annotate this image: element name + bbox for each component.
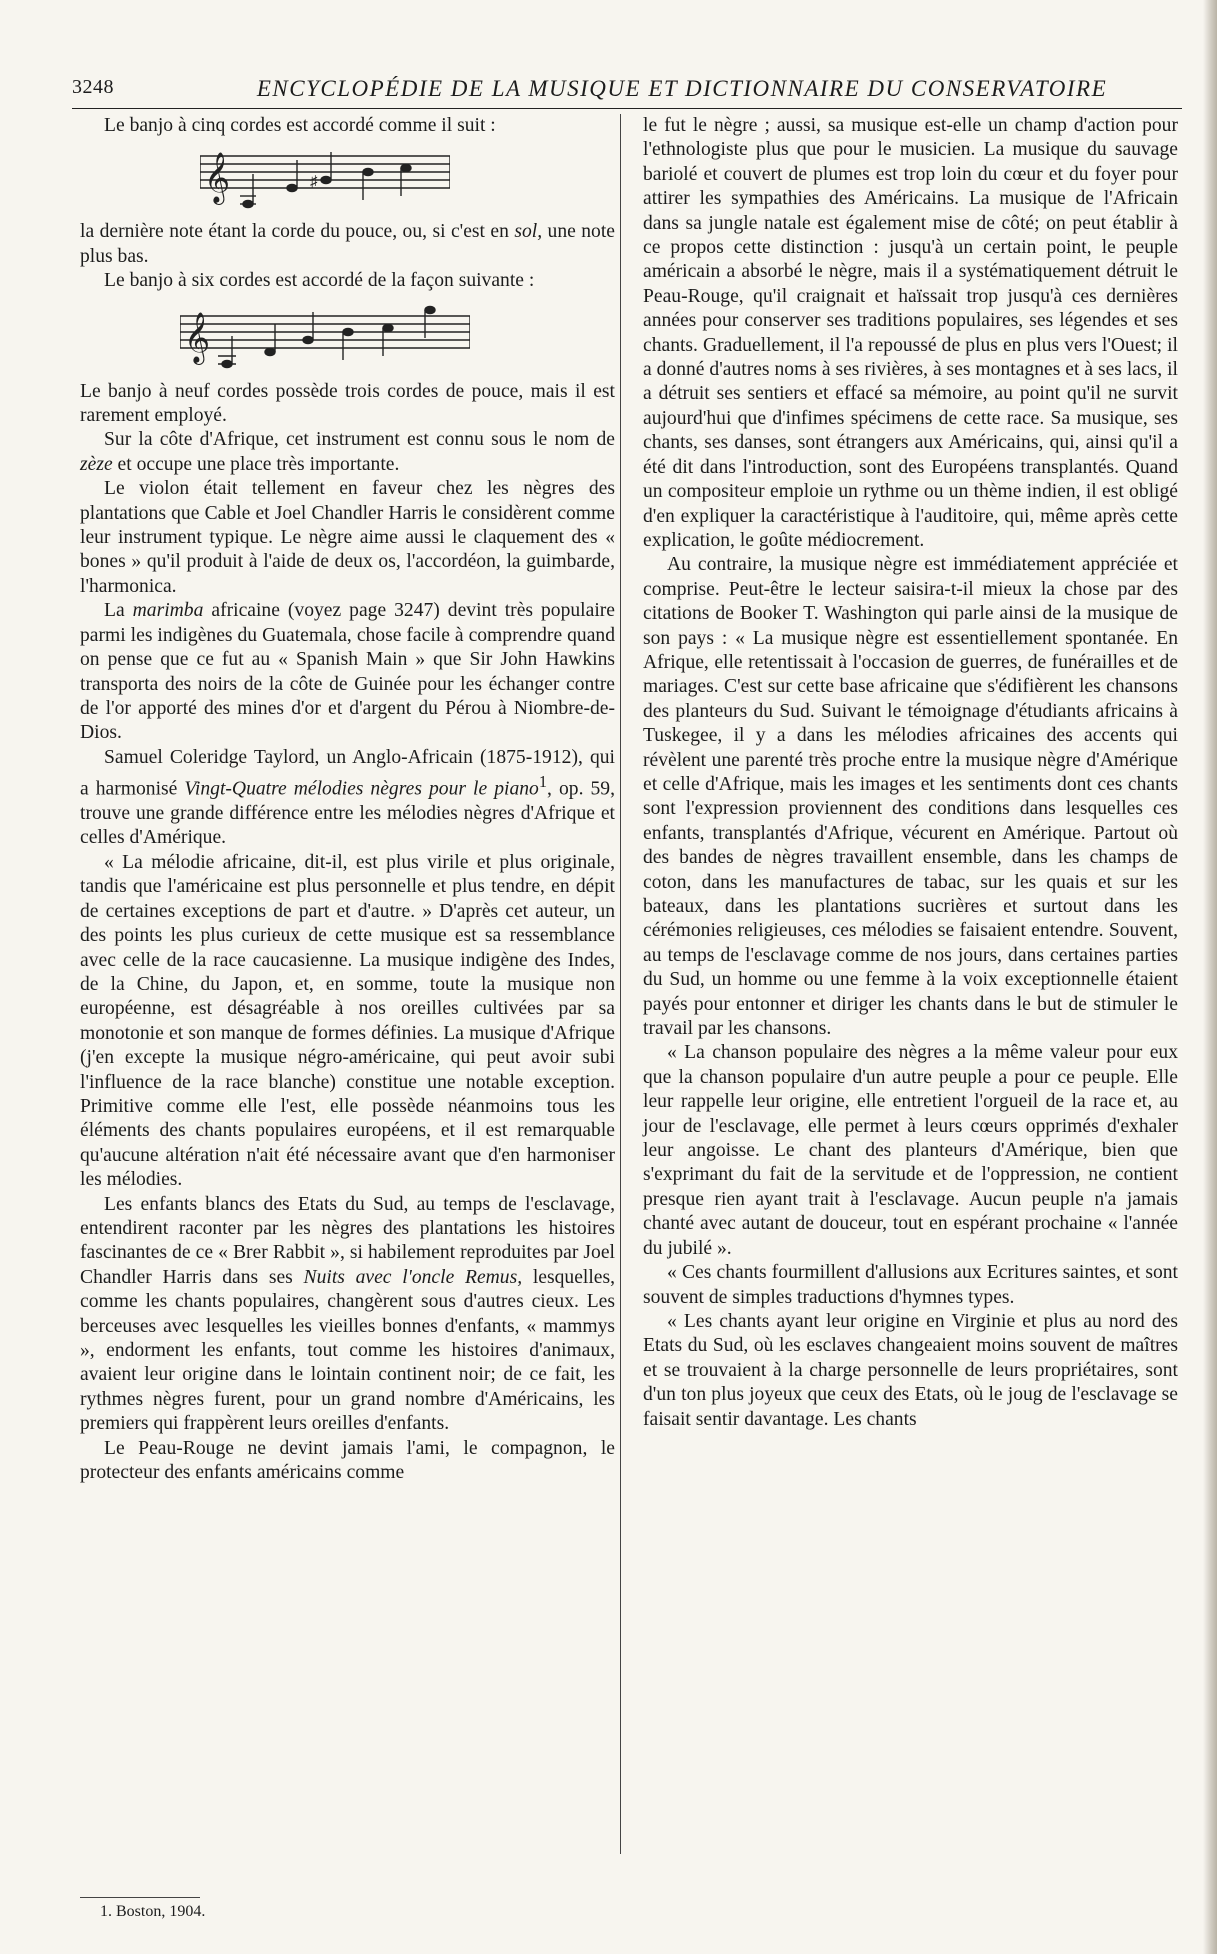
page-number: 3248 [72, 76, 114, 98]
paragraph: Le banjo à six cordes est accordé de la façon suivante : [104, 270, 535, 292]
paragraph-text: , op. 59, trouve une grande différence entre les mélodies nègres d'Afrique et celles d'Amérique. [80, 778, 615, 849]
running-title: ENCYCLOPÉDIE DE LA MUSIQUE ET DICTIONNAIRE DU CONSERVATOIRE [256, 76, 1108, 101]
svg-text:𝄞: 𝄞 [184, 311, 211, 363]
italic-text: zèze [80, 453, 113, 475]
italic-text: Vingt-Quatre mélodies nègres pour le piano [184, 778, 539, 800]
column-divider [620, 114, 621, 1854]
italic-text: Nuits avec l'oncle Remus, [303, 1266, 523, 1288]
left-column [80, 114, 615, 1485]
paragraph-text: africaine (voyez page 3247) devint très populaire parmi les indigènes du Guatemala, chose facile à comprendre quand on pense que ce fut au « Spanish Main » que Sir John Hawkins transporta des noirs de la côte de Guinée pour les échanger contre de l'or apporté des mines d'or et d'argent du Pérou à Niombre-de-Dios. [80, 600, 615, 744]
italic-text: marimba [132, 600, 204, 622]
paragraph: « Les chants ayant leur origine en Virginie et plus au nord des Etats du Sud, où les esclaves changeaient moins souvent de maîtres et se trouvaient à la charge personnelle de leurs propriétaires, sont d'un ton plus joyeux que ceux des Etats, où le joug de l'esclavage se faisait sentir davantage. Les chants [643, 1310, 1178, 1430]
paragraph-text: Les enfants blancs des Etats du Sud, au temps de l'esclavage, entendirent raconter par les nègres des plantations les histoires fascinantes de ce « Brer Rabbit », si habilement reproduites par Joel Chandler Harris dans ses [80, 1193, 615, 1288]
page-edge [1203, 0, 1217, 1954]
paragraph: Le violon était tellement en faveur chez les nègres des plantations que Cable et Joel Chandler Harris le considèrent comme leur instrument typique. Le nègre aime aussi le claquement des « bones » qu'il produit à l'aide de deux os, l'accordéon, la guimbarde, l'harmonica. [80, 478, 615, 597]
paragraph: le fut le nègre ; aussi, sa musique est-elle un champ d'action pour l'ethnologiste plus que pour le musicien. La musique du sauvage bariolé et couvert de plumes est trop loin du cœur et du foyer pour attirer les sympathies des Américains. La musique de l'Africain dans sa jungle natale est également mise de côté; on peut établir à ce propos cette distinction : jusqu'à un certain point, le peuple américain a absorbé le nègre, mais il a systématiquement détruit le Peau-Rouge, qu'il craignait et haïssait trop jusqu'à ces dernières années pour conserver ses traditions populaires, ses légendes et ses chants. Graduellement, il l'a repoussé de plus en plus vers l'Ouest; il a donné d'autres noms à ses rivières, à ses montagnes et à ses lacs, il a détruit ses sentiers et effacé sa mémoire, au point qu'il ne survit aujourd'hui que d'infimes spécimens de cette race. Sa musique, ses chants, ses danses, sont étrangers aux Américains, qui, ainsi qu'il a été dit dans l'introduction, sont des Européens transplantés. Quand un compositeur emploie un rythme ou un thème indien, il est obligé d'en expliquer la caractéristique à l'auditoire, qui, même après cette explication, le goûte médiocrement. [643, 115, 1178, 551]
running-header [72, 76, 1182, 109]
paragraph: « La chanson populaire des nègres a la même valeur pour eux que la chanson populaire d'un autre peuple a pour ce peuple. Elle leur rappelle leur origine, elle entretient l'orgueil de la race et, au jour de l'esclavage, elle permet à leurs cœurs opprimés d'exhaler leur angoisse. Le chant des planteurs d'Amérique, bien que s'exprimant du fait de la servitude et de l'oppression, ne contient presque rien ayant trait à l'esclavage. Aucun peuple n'a jamais chanté avec autant de douceur, tout en espérant prochaine « l'année du jubilé ». [643, 1042, 1178, 1259]
paragraph-text: Samuel Coleridge Taylord, un Anglo-Africain (1875-1912), qui a harmonisé [80, 746, 615, 800]
footnote-rule [80, 1897, 200, 1898]
paragraph: Le banjo à cinq cordes est accordé comme il suit : [104, 115, 496, 136]
paragraph: « Ces chants fourmillent d'allusions aux Ecritures saintes, et sont souvent de simples traductions d'hymnes types. [643, 1262, 1178, 1308]
music-staff-six-string [180, 300, 470, 374]
svg-text:♯: ♯ [310, 174, 318, 191]
paragraph-text: La [104, 600, 133, 622]
music-staff-five-string [200, 144, 450, 214]
paragraph-text: Sur la côte d'Afrique, cet instrument est connu sous le nom de [104, 429, 615, 451]
paragraph: Le Peau-Rouge ne devint jamais l'ami, le compagnon, le protecteur des enfants américains comme [80, 1437, 615, 1484]
italic-text: sol, [514, 221, 543, 243]
svg-text:𝄞: 𝄞 [204, 152, 231, 204]
footnote: 1. Boston, 1904. [100, 1903, 206, 1920]
paragraph-text: lesquelles, comme les chants populaires, changèrent sous d'autres cieux. Les berceuses avec lesquelles les vieilles bonnes d'enfants, « mammys », endorment les enfants, tout comme les histoires d'animaux, avaient leur origine dans le lointain continent noir; de ce fait, les rythmes nègres furent, pour un grand nombre d'Américains, les premiers qui frappèrent leurs oreilles d'enfants. [80, 1266, 616, 1435]
paragraph: Au contraire, la musique nègre est immédiatement appréciée et comprise. Peut-être le lecteur saisira-t-il mieux la chose par des citations de Booker T. Washington qui parle ainsi de la musique de son pays : « La musique nègre est essentiellement spontanée. En Afrique, elle retentissait à l'occasion de guerres, de funérailles et de mariages. C'est sur cette base africaine que s'édifièrent les chansons des planteurs du Sud. Suivant le témoignage d'étudiants africains à Tuskegee, il y a dans les mélodies africaines des accents qui révèlent une parenté très proche entre la musique nègre d'Amérique et celle d'Afrique, mais les images et les sentiments dont ces chants sont l'expression proviennent des conditions dans lesquelles ces enfants, transplantés d'Afrique, vécurent en Amérique. Partout où des bandes de nègres travaillent ensemble, dans les champs de coton, dans les manufactures de tabac, sur les quais et sur les bateaux, dans les plantations sucrières et surtout dans les cérémonies religieuses, ces mélodies se faisaient entendre. Souvent, au temps de l'esclavage comme de nos jours, dans certaines parties du Sud, un homme ou une femme à la voix exceptionnelle étaient payés pour entonner et diriger les chants dans le but de stimuler le travail par les chansons. [643, 554, 1178, 1040]
paragraph-text: la dernière note étant la corde du pouce, ou, si c'est en [80, 221, 515, 243]
footnote-ref: 1 [538, 772, 548, 792]
paragraph: « La mélodie africaine, dit-il, est plus virile et plus originale, tandis que l'américaine est plus personnelle et plus tendre, en dépit de certaines exceptions de part et d'autre. » D'après cet auteur, un des points les plus curieux de cette musique est sa ressemblance avec celle de la race caucasienne. La musique indigène des Indes, de la Chine, du Japon, et, en somme, toute la musique non européenne, est désagréable à nos oreilles cultivées par sa monotonie et son manque de formes définies. La musique d'Afrique (j'en excepte la musique négro-américaine, qui peut avoir subi l'influence de la race blanche) constitue une notable exception. Primitive comme elle l'est, elle possède néanmoins tous les éléments des chants populaires européens, et il est remarquable qu'aucune altération n'ait été nécessaire avant que d'en harmoniser les mélodies. [80, 851, 615, 1191]
paragraph-text: et occupe une place très importante. [112, 453, 400, 475]
paragraph: Le banjo à neuf cordes possède trois cordes de pouce, mais il est rarement employé. [80, 380, 615, 427]
paragraph-text: une note plus bas. [80, 221, 615, 267]
right-column [643, 114, 1178, 1432]
